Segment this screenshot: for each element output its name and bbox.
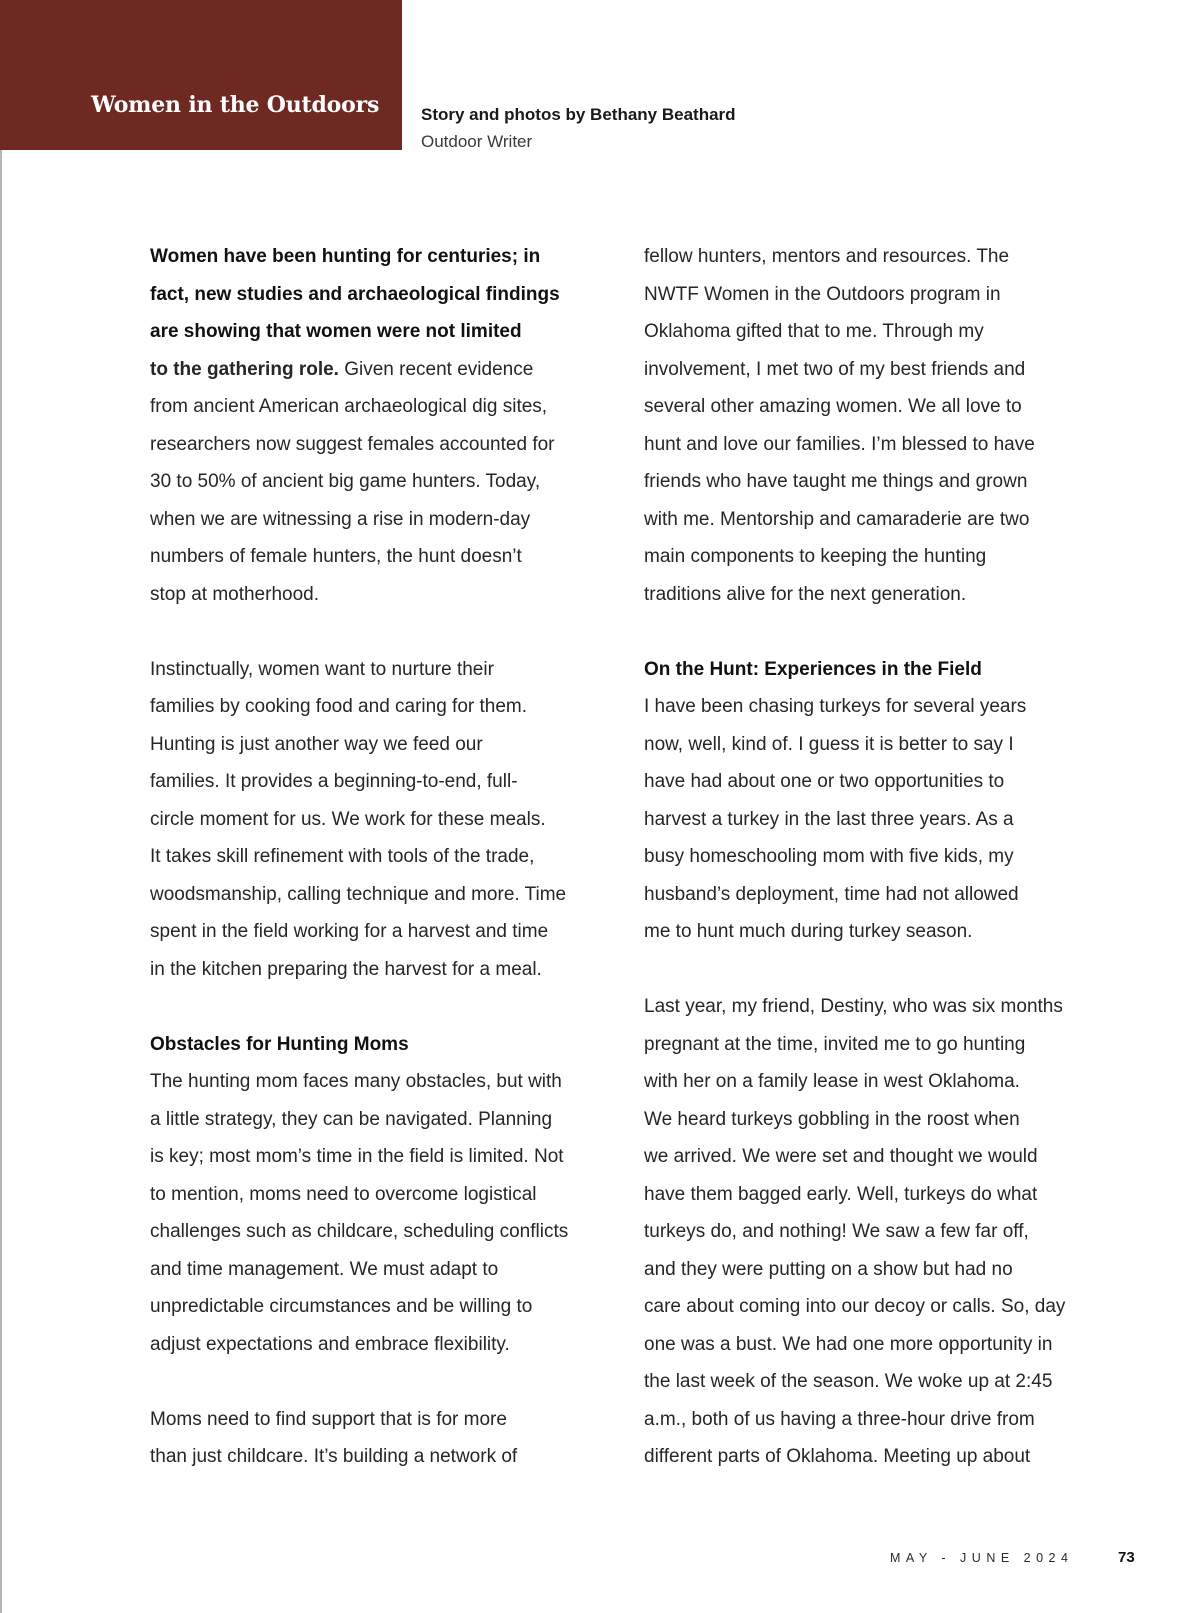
text-line: main components to keeping the hunting — [644, 546, 987, 567]
article-column-right — [644, 238, 1094, 1476]
paragraph-gap — [644, 951, 1094, 989]
text-line: we arrived. We were set and thought we would — [644, 1146, 1038, 1167]
text-line: Oklahoma gifted that to me. Through my — [644, 321, 984, 342]
text-line: me to hunt much during turkey season. — [644, 921, 973, 942]
text-line: families. It provides a beginning-to-end, full- — [150, 771, 518, 792]
text-line: It takes skill refinement with tools of the trade, — [150, 846, 535, 867]
text-line: turkeys do, and nothing! We saw a few far off, — [644, 1221, 1029, 1242]
paragraph-gap — [150, 988, 597, 1026]
paragraph-gap — [150, 613, 597, 651]
issue-date: MAY - JUNE 2024 — [890, 1551, 1074, 1565]
text-line: one was a bust. We had one more opportunity in — [644, 1333, 1053, 1355]
text-line: when we are witnessing a rise in modern-day — [150, 508, 531, 530]
text-line: husband’s deployment, time had not allowed — [644, 883, 1019, 905]
text-line: care about coming into our decoy or calls. So, day — [644, 1296, 1066, 1317]
text-line: 30 to 50% of ancient big game hunters. Today, — [150, 471, 541, 492]
subheading-line: Obstacles for Hunting Moms — [150, 1033, 409, 1055]
text-line: woodsmanship, calling technique and more. Time — [150, 883, 567, 905]
byline: Story and photos by Bethany Beathard — [421, 105, 736, 124]
page-number: 73 — [1118, 1549, 1135, 1566]
text-line: in the kitchen preparing the harvest for a meal. — [150, 958, 542, 980]
text-line: to mention, moms need to overcome logistical — [150, 1183, 537, 1205]
text-line: friends who have taught me things and grown — [644, 471, 1028, 492]
text-line: circle moment for us. We work for these meals. — [150, 808, 546, 830]
text-line: hunt and love our families. I’m blessed to have — [644, 433, 1035, 455]
text-line: a little strategy, they can be navigated. Planning — [150, 1108, 553, 1130]
text-line: adjust expectations and embrace flexibility. — [150, 1333, 510, 1355]
text-line: fellow hunters, mentors and resources. The — [644, 246, 1010, 267]
text-line: The hunting mom faces many obstacles, but with — [150, 1071, 562, 1092]
text-line: researchers now suggest females accounted for — [150, 433, 555, 455]
subheading-line: fact, new studies and archaeological findings — [150, 283, 560, 305]
subheading-line: are showing that women were not limited — [150, 321, 522, 342]
paragraph-gap — [644, 613, 1094, 651]
text-line: and they were putting on a show but had no — [644, 1258, 1013, 1280]
text-line: and time management. We must adapt to — [150, 1258, 499, 1280]
text-line: from ancient American archaeological dig sites, — [150, 396, 548, 417]
text-line: spent in the field working for a harvest and time — [150, 921, 549, 942]
text-line: now, well, kind of. I guess it is better to say I — [644, 733, 1014, 755]
text-segment: Given recent evidence — [338, 358, 534, 380]
text-line: Moms need to find support that is for more — [150, 1408, 507, 1430]
text-line: have had about one or two opportunities to — [644, 771, 1005, 792]
text-line: We heard turkeys gobbling in the roost when — [644, 1108, 1020, 1130]
text-line: Instinctually, women want to nurture their — [150, 658, 494, 680]
text-line: the last week of the season. We woke up at 2:45 — [644, 1371, 1053, 1392]
section-title: Women in the Outdoors — [91, 92, 380, 118]
page-edge-rule — [0, 150, 2, 1613]
text-line: a.m., both of us having a three-hour drive from — [644, 1408, 1035, 1430]
text-line: pregnant at the time, invited me to go hunting — [644, 1033, 1026, 1055]
text-line: families by cooking food and caring for them. — [150, 696, 528, 717]
text-line: NWTF Women in the Outdoors program in — [644, 283, 1001, 305]
text-line: harvest a turkey in the last three years. As a — [644, 808, 1014, 830]
text-line: have them bagged early. Well, turkeys do what — [644, 1183, 1038, 1205]
text-line: unpredictable circumstances and be willing to — [150, 1296, 533, 1317]
text-line: involvement, I met two of my best friends and — [644, 358, 1026, 380]
text-line: different parts of Oklahoma. Meeting up about — [644, 1446, 1031, 1467]
text-line: is key; most mom’s time in the field is limited. Not — [150, 1146, 564, 1167]
text-line: with me. Mentorship and camaraderie are two — [644, 508, 1030, 530]
text-line: several other amazing women. We all love to — [644, 396, 1022, 417]
subheading-line: Women have been hunting for centuries; in — [150, 246, 541, 267]
text-line: challenges such as childcare, scheduling conflicts — [150, 1221, 569, 1242]
paragraph-gap — [150, 1363, 597, 1401]
text-line: busy homeschooling mom with five kids, my — [644, 846, 1014, 867]
text-line: Last year, my friend, Destiny, who was six months — [644, 996, 1063, 1017]
text-line — [150, 351, 597, 389]
text-line: numbers of female hunters, the hunt doesn’t — [150, 546, 522, 567]
text-line: Hunting is just another way we feed our — [150, 733, 483, 755]
text-line: stop at motherhood. — [150, 583, 319, 605]
subheading-line: On the Hunt: Experiences in the Field — [644, 658, 982, 680]
text-line: with her on a family lease in west Oklahoma. — [644, 1071, 1020, 1092]
author-role: Outdoor Writer — [421, 132, 533, 151]
lead-in-text: to the gathering role. — [150, 358, 339, 380]
text-line: than just childcare. It’s building a network of — [150, 1446, 518, 1467]
text-line: I have been chasing turkeys for several years — [644, 696, 1027, 717]
text-line: traditions alive for the next generation. — [644, 583, 967, 605]
article-column-left — [150, 238, 597, 1476]
section-banner — [0, 0, 402, 150]
